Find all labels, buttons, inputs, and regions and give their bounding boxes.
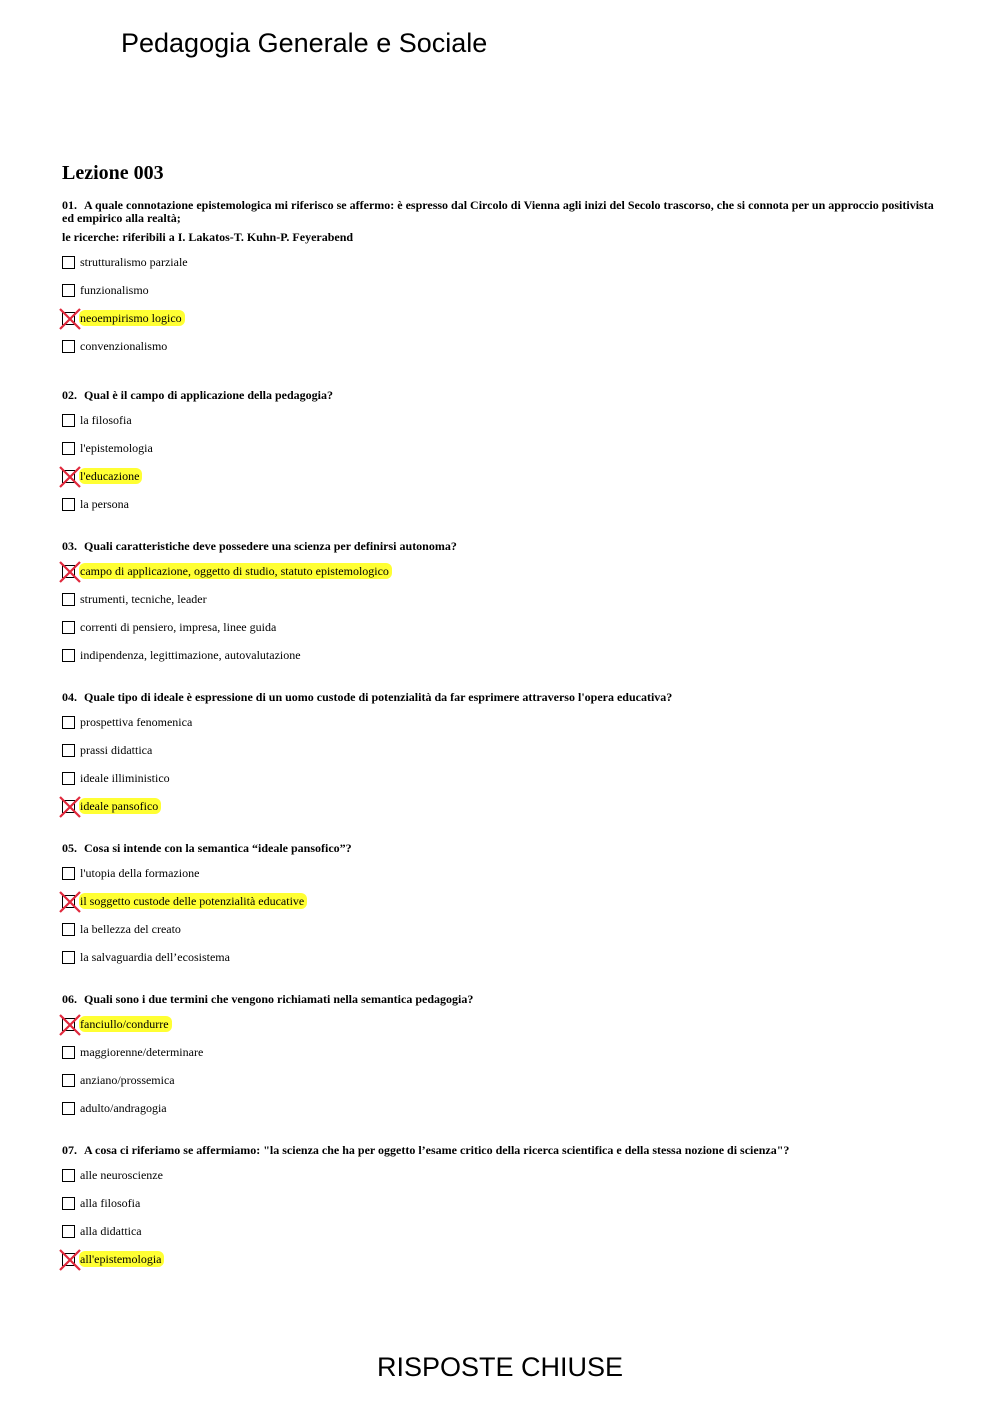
checkbox[interactable] <box>62 744 75 757</box>
question-5 <box>62 842 942 978</box>
answer-label: ideale illiministico <box>80 771 170 785</box>
answer-options <box>62 1017 942 1129</box>
question-text <box>62 389 942 402</box>
answer-option[interactable] <box>62 1196 942 1224</box>
answer-label: la salvaguardia dell’ecosistema <box>80 950 230 964</box>
question-text <box>62 199 942 225</box>
answer-options <box>62 715 942 827</box>
answer-option[interactable] <box>62 648 942 676</box>
answer-label: la bellezza del creato <box>80 922 181 936</box>
checkbox[interactable] <box>62 1074 75 1087</box>
answer-label: ideale pansofico <box>79 798 161 814</box>
answer-label: alle neuroscienze <box>80 1168 163 1182</box>
checkbox[interactable] <box>62 716 75 729</box>
question-text <box>62 993 942 1006</box>
cross-mark-icon <box>59 891 81 913</box>
checked-checkbox[interactable] <box>62 312 75 325</box>
question-number: 06. <box>62 992 80 1006</box>
answer-option[interactable] <box>62 413 942 441</box>
answer-option[interactable] <box>62 497 942 525</box>
answer-option[interactable] <box>62 799 942 827</box>
answer-option[interactable] <box>62 715 942 743</box>
answer-label: strumenti, tecniche, leader <box>80 592 207 606</box>
question-text <box>62 842 942 855</box>
question-number: 02. <box>62 388 80 402</box>
answer-option[interactable] <box>62 894 942 922</box>
checkbox[interactable] <box>62 593 75 606</box>
answer-label: all'epistemologia <box>79 1251 164 1267</box>
question-6 <box>62 993 942 1129</box>
question-body: Quali caratteristiche deve possedere una scienza per definirsi autonoma? <box>84 539 457 553</box>
checked-checkbox[interactable] <box>62 565 75 578</box>
answer-label: prospettiva fenomenica <box>80 715 193 729</box>
answer-option[interactable] <box>62 1101 942 1129</box>
checkbox[interactable] <box>62 951 75 964</box>
checked-checkbox[interactable] <box>62 895 75 908</box>
answer-option[interactable] <box>62 441 942 469</box>
checked-checkbox[interactable] <box>62 1018 75 1031</box>
checkbox[interactable] <box>62 1225 75 1238</box>
answer-options <box>62 866 942 978</box>
answer-options <box>62 564 942 676</box>
question-2 <box>62 389 942 525</box>
answer-options <box>62 255 942 367</box>
answer-option[interactable] <box>62 339 942 367</box>
cross-mark-icon <box>59 466 81 488</box>
checkbox[interactable] <box>62 649 75 662</box>
answer-option[interactable] <box>62 283 942 311</box>
question-number: 03. <box>62 539 80 553</box>
answer-option[interactable] <box>62 771 942 799</box>
answer-label: la persona <box>80 497 129 511</box>
answer-option[interactable] <box>62 1224 942 1252</box>
answer-label: l'educazione <box>79 468 142 484</box>
answer-option[interactable] <box>62 1045 942 1073</box>
answer-option[interactable] <box>62 564 942 592</box>
question-text <box>62 691 942 704</box>
answer-option[interactable] <box>62 866 942 894</box>
answer-option[interactable] <box>62 922 942 950</box>
question-number: 05. <box>62 841 80 855</box>
checkbox[interactable] <box>62 442 75 455</box>
question-number: 07. <box>62 1143 80 1157</box>
lesson-heading: Lezione 003 <box>62 162 164 184</box>
answer-option[interactable] <box>62 255 942 283</box>
cross-mark-icon <box>59 1249 81 1271</box>
question-3 <box>62 540 942 676</box>
checkbox[interactable] <box>62 867 75 880</box>
checkbox[interactable] <box>62 256 75 269</box>
checkbox[interactable] <box>62 621 75 634</box>
answer-label: funzionalismo <box>80 283 149 297</box>
question-text <box>62 1144 942 1157</box>
answer-option[interactable] <box>62 1073 942 1101</box>
question-number: 01. <box>62 198 80 212</box>
answer-label: fanciullo/condurre <box>79 1016 172 1032</box>
cross-mark-icon <box>59 308 81 330</box>
document-title: Pedagogia Generale e Sociale <box>121 28 488 58</box>
cross-mark-icon <box>59 561 81 583</box>
answer-label: adulto/andragogia <box>80 1101 167 1115</box>
question-body: Quali sono i due termini che vengono richiamati nella semantica pedagogia? <box>84 992 474 1006</box>
answer-option[interactable] <box>62 1168 942 1196</box>
answer-option[interactable] <box>62 743 942 771</box>
answer-label: maggiorenne/determinare <box>80 1045 204 1059</box>
question-body: Quale tipo di ideale è espressione di un uomo custode di potenzialità da far esprimere attraverso l'opera educativa? <box>84 690 673 704</box>
checked-checkbox[interactable] <box>62 1253 75 1266</box>
cross-mark-icon <box>59 1014 81 1036</box>
answer-label: alla didattica <box>80 1224 142 1238</box>
answer-label: strutturalismo parziale <box>80 255 188 269</box>
question-body: A quale connotazione epistemologica mi riferisco se affermo: è espresso dal Circolo di Vienna agli inizi del Secolo trascorso, che si connota per un approccio positivista ed empirico alla realtà; <box>62 198 934 225</box>
checkbox[interactable] <box>62 923 75 936</box>
checkbox[interactable] <box>62 772 75 785</box>
answer-label: neoempirismo logico <box>79 310 185 326</box>
question-subtext: le ricerche: riferibili a I. Lakatos-T. Kuhn-P. Feyerabend <box>62 230 354 244</box>
question-1 <box>62 199 942 367</box>
answer-option[interactable] <box>62 311 942 339</box>
answer-label: il soggetto custode delle potenzialità educative <box>79 893 307 909</box>
answer-label: anziano/prossemica <box>80 1073 175 1087</box>
answer-label: correnti di pensiero, impresa, linee guida <box>80 620 277 634</box>
answer-option[interactable] <box>62 469 942 497</box>
answer-label: la filosofia <box>80 413 132 427</box>
answer-label: indipendenza, legittimazione, autovalutazione <box>80 648 301 662</box>
checkbox[interactable] <box>62 284 75 297</box>
answer-label: campo di applicazione, oggetto di studio, statuto epistemologico <box>79 563 392 579</box>
checkbox[interactable] <box>62 414 75 427</box>
answer-label: l'utopia della formazione <box>80 866 200 880</box>
question-4 <box>62 691 942 827</box>
question-number: 04. <box>62 690 80 704</box>
answer-options <box>62 1168 942 1280</box>
question-body: Qual è il campo di applicazione della pedagogia? <box>84 388 334 402</box>
answer-option[interactable] <box>62 1017 942 1045</box>
cross-mark-icon <box>59 796 81 818</box>
answer-option[interactable] <box>62 620 942 648</box>
answer-label: prassi didattica <box>80 743 153 757</box>
answer-label: l'epistemologia <box>80 441 153 455</box>
checkbox[interactable] <box>62 1046 75 1059</box>
checkbox[interactable] <box>62 1102 75 1115</box>
checked-checkbox[interactable] <box>62 470 75 483</box>
question-text <box>62 540 942 553</box>
answer-options <box>62 413 942 525</box>
question-7 <box>62 1144 942 1280</box>
answer-option[interactable] <box>62 592 942 620</box>
checked-checkbox[interactable] <box>62 800 75 813</box>
answer-option[interactable] <box>62 950 942 978</box>
answer-option[interactable] <box>62 1252 942 1280</box>
footer-title: RISPOSTE CHIUSE <box>376 1352 624 1382</box>
answer-label: convenzionalismo <box>80 339 168 353</box>
checkbox[interactable] <box>62 498 75 511</box>
checkbox[interactable] <box>62 1169 75 1182</box>
question-body: A cosa ci riferiamo se affermiamo: "la scienza che ha per oggetto l’esame critico della ricerca scientifica e della stessa nozione di scienza"? <box>84 1143 790 1157</box>
question-body: Cosa si intende con la semantica “ideale pansofico”? <box>84 841 352 855</box>
checkbox[interactable] <box>62 340 75 353</box>
checkbox[interactable] <box>62 1197 75 1210</box>
answer-label: alla filosofia <box>80 1196 141 1210</box>
